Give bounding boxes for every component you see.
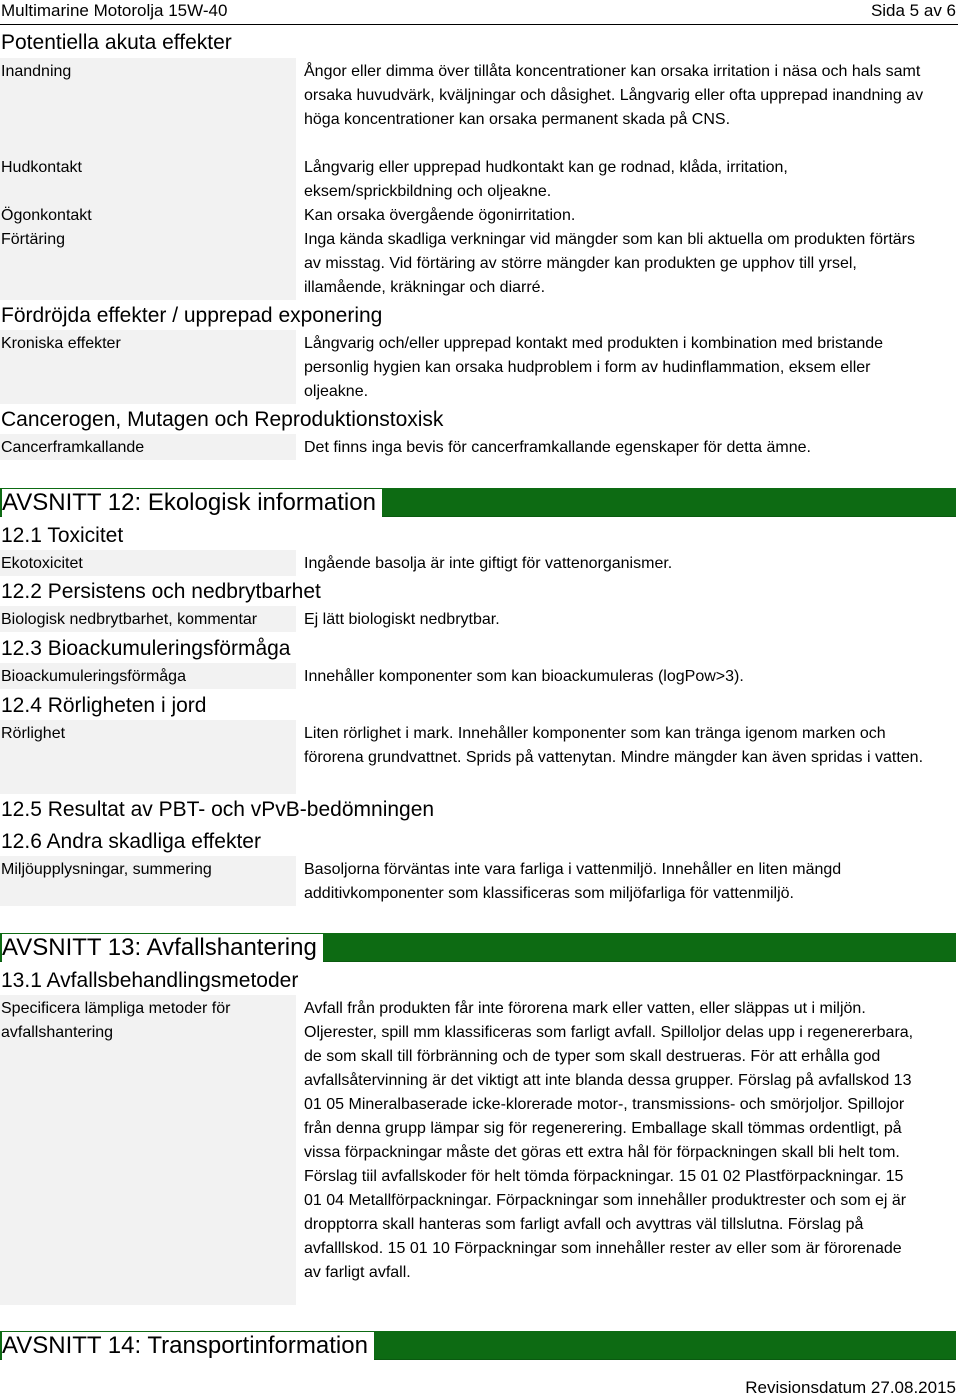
row-ecotoxicity xyxy=(0,550,958,576)
row-value: Liten rörlighet i mark. Innehåller komponenter som kan tränga igenom marken och förorena grundvattnet. Sprids på vattenytan. Mindre mängder kan även spridas i vatten. xyxy=(304,725,924,766)
section-14-bar xyxy=(0,1331,956,1360)
row-value: Kan orsaka övergående ögonirritation. xyxy=(304,207,576,224)
row-value: Innehåller komponenter som kan bioackumuleras (logPow>3). xyxy=(304,668,744,685)
subsection-13-1-heading: 13.1 Avfallsbehandlingsmetoder xyxy=(1,969,299,992)
row-label: Kroniska effekter xyxy=(1,335,121,352)
acute-effects-heading: Potentiella akuta effekter xyxy=(1,31,232,54)
section-12-title: AVSNITT 12: Ekologisk information xyxy=(2,489,382,517)
section-13-bar xyxy=(0,933,956,962)
row-inhalation xyxy=(0,58,958,154)
row-value: Långvarig och/eller upprepad kontakt med produkten i kombination med bristande personlig hygien kan orsaka hudproblem i form av hudinflammation, eksem eller oljeakne. xyxy=(304,335,884,400)
subsection-12-6-heading: 12.6 Andra skadliga effekter xyxy=(1,830,261,853)
row-skin-contact xyxy=(0,154,958,202)
row-biodegradability xyxy=(0,606,958,632)
row-label: Ekotoxicitet xyxy=(1,555,83,572)
row-value: Inga kända skadliga verkningar vid mängder som kan bli aktuella om produkten förtärs av misstag. Vid förtäring av större mängder kan produkten ge upphov till yrsel, illamående, kräkningar och diarré. xyxy=(304,231,915,296)
row-ingestion xyxy=(0,226,958,300)
section-13-title: AVSNITT 13: Avfallshantering xyxy=(2,934,323,962)
row-label: Specificera lämpliga metoder för avfallshantering xyxy=(1,1000,231,1041)
row-label: Förtäring xyxy=(1,231,66,248)
row-label: Rörlighet xyxy=(1,725,66,742)
subsection-12-2-heading: 12.2 Persistens och nedbrytbarhet xyxy=(1,580,321,603)
row-label: Ögonkontakt xyxy=(1,207,92,224)
section-12-bar xyxy=(0,488,956,517)
row-carcinogenic xyxy=(0,434,958,460)
row-environmental-summary xyxy=(0,856,958,906)
document-title: Multimarine Motorolja 15W-40 xyxy=(1,1,228,20)
row-label: Biologisk nedbrytbarhet, kommentar xyxy=(1,611,258,628)
section-14-title: AVSNITT 14: Transportinformation xyxy=(2,1332,374,1360)
delayed-effects-heading: Fördröjda effekter / upprepad exponering xyxy=(1,304,383,327)
row-label: Cancerframkallande xyxy=(1,439,145,456)
row-value: Ångor eller dimma över tillåta koncentrationer kan orsaka irritation i näsa och hals samt orsaka huvudvärk, kväljningar och dåsighet. Långvarig eller ofta upprepad inandning av höga koncentrationer kan orsaka permanent skada på CNS. xyxy=(304,63,924,128)
row-chronic-effects xyxy=(0,330,958,404)
row-value: Det finns inga bevis för cancerframkallande egenskaper för detta ämne. xyxy=(304,439,811,456)
row-value: Långvarig eller upprepad hudkontakt kan ge rodnad, klåda, irritation, eksem/sprickbildning och oljeakne. xyxy=(304,159,788,200)
subsection-12-3-heading: 12.3 Bioackumuleringsförmåga xyxy=(1,637,291,660)
row-label: Miljöupplysningar, summering xyxy=(1,861,212,878)
subsection-12-5-heading: 12.5 Resultat av PBT- och vPvB-bedömningen xyxy=(1,798,435,821)
row-bioaccumulation xyxy=(0,663,958,689)
row-waste-methods xyxy=(0,995,958,1305)
cmr-heading: Cancerogen, Mutagen och Reproduktionstoxisk xyxy=(1,408,444,431)
row-eye-contact xyxy=(0,202,958,226)
row-mobility xyxy=(0,720,958,794)
row-label: Hudkontakt xyxy=(1,159,82,176)
row-value: Ej lätt biologiskt nedbrytbar. xyxy=(304,611,500,628)
subsection-12-1-heading: 12.1 Toxicitet xyxy=(1,524,124,547)
row-value: Avfall från produkten får inte förorena mark eller vatten, eller släppas ut i miljön. Oljerester, spill mm klassificeras som farligt avfall. Spilloljor delas upp i regenererbara, de som skall till förbränning och de typer som skall destrueras. För att erhålla god avfallsåtervinning är det viktigt att inte blanda dessa grupper. Förslag på avfallskod 13 01 05 Mineralbaserade icke-klorerade motor-, transmissions- och smörjoljor. Spillojor från denna grupp lämpar sig för regenerering. Emballage skall tömmas ordentligt, på vissa förpackningar måste det göras ett extra hål för förpackningen skall bli helt tom. Förslag tiil avfallskoder för helt tömda förpackningar. 15 01 02 Plastförpackningar. 15 01 04 Metallförpackningar. Förpackningar som innehåller produktrester och som ej är dropptorra skall hanteras som farligt avfall och avyttras väl tillslutna. Förslag på avfalllskod. 15 01 10 Förpackningar som innehåller rester av eller som är förorenade av farligt avfall. xyxy=(304,1000,914,1281)
subsection-12-4-heading: 12.4 Rörligheten i jord xyxy=(1,694,207,717)
row-value: Ingående basolja är inte giftigt för vattenorganismer. xyxy=(304,555,673,572)
page-number: Sida 5 av 6 xyxy=(870,1,956,20)
row-value: Basoljorna förväntas inte vara farliga i vattenmiljö. Innehåller en liten mängd additivkomponenter som klassificeras som miljöfarliga för vattenmiljö. xyxy=(304,861,842,902)
revision-date: Revisionsdatum 27.08.2015 xyxy=(745,1378,956,1397)
page-header xyxy=(0,0,958,25)
row-label: Bioackumuleringsförmåga xyxy=(1,668,186,685)
row-label: Inandning xyxy=(1,63,72,80)
